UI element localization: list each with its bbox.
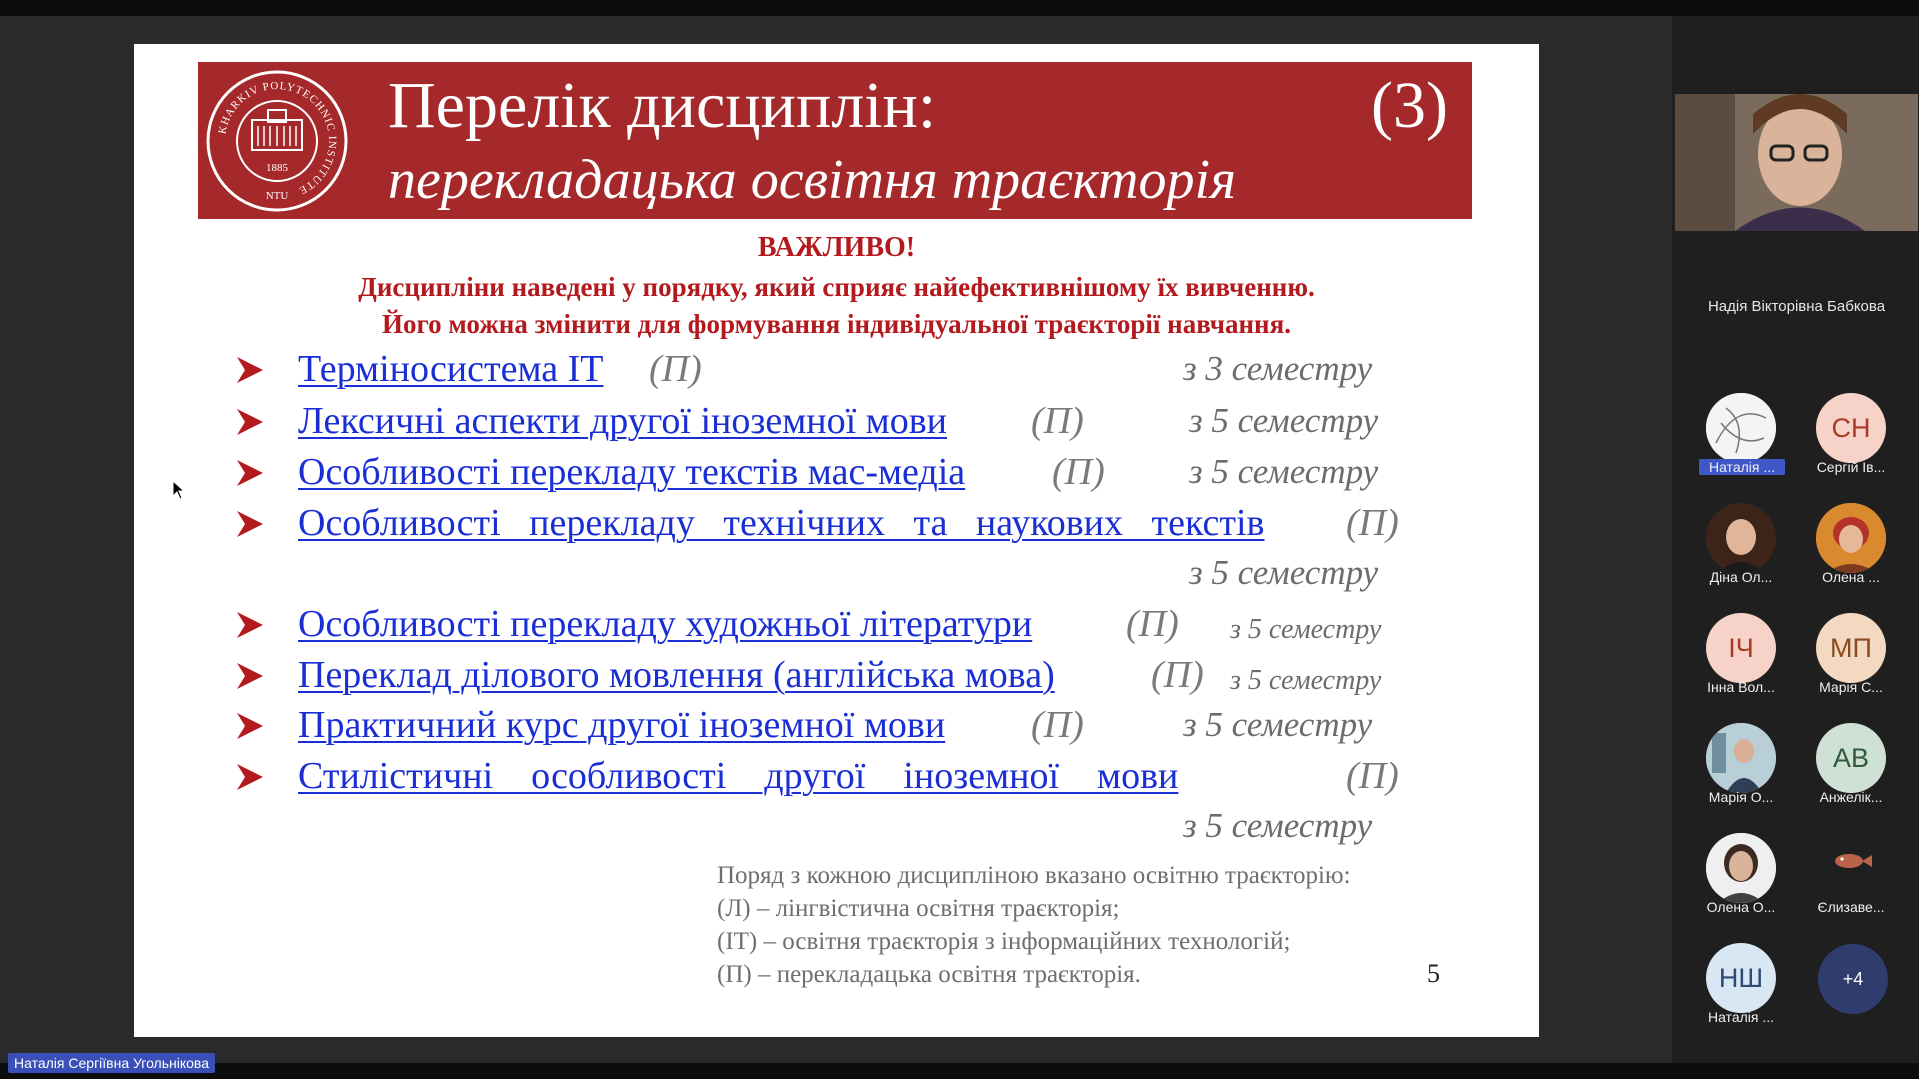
course-trajectory: (П) [1346, 755, 1399, 797]
course-item [134, 754, 1539, 854]
presentation-slide [134, 44, 1539, 1037]
course-link[interactable]: Особливості перекладу художньої літератури [298, 603, 1033, 645]
speaker-name: Надія Вікторівна Бабкова [1707, 298, 1886, 315]
arrow-bullet-icon [235, 661, 265, 691]
course-trajectory: (П) [1126, 603, 1179, 645]
photo-avatar-icon [1706, 723, 1776, 793]
presenter-name-label: Наталія Сергіївна Угольнікова [8, 1053, 215, 1073]
avatar: АВ [1816, 723, 1886, 793]
important-heading: ВАЖЛИВО! [757, 232, 916, 263]
course-semester: з 5 семестру [1230, 614, 1382, 645]
avatar: МП [1816, 613, 1886, 683]
course-link[interactable]: Переклад ділового мовлення (англійська мова) [298, 654, 1055, 696]
avatar: ІЧ [1706, 613, 1776, 683]
avatar [1706, 833, 1776, 903]
participant-name: Сергій Ів... [1816, 459, 1886, 475]
course-trajectory: (П) [649, 348, 702, 390]
course-link[interactable]: Стилістичні особливості другої іноземної мови [298, 755, 1179, 797]
legend-note: (Л) – лінгвістична освітня траєкторія; [717, 895, 1120, 922]
participant-name: Олена О... [1706, 899, 1776, 915]
participant-tile[interactable] [1801, 613, 1901, 703]
participant-tile[interactable] [1691, 833, 1791, 923]
arrow-bullet-icon [235, 458, 265, 488]
photo-avatar-icon [1706, 503, 1776, 573]
svg-text:1885: 1885 [266, 162, 288, 174]
slide-subtitle: перекладацька освітня траєкторія [388, 149, 1237, 211]
participant-name: Марія С... [1819, 679, 1883, 695]
avatar: СН [1816, 393, 1886, 463]
course-link[interactable]: Практичний курс другої іноземної мови [298, 704, 946, 746]
svg-text:KHARKIV POLYTECHNIC INSTITUTE: KHARKIV POLYTECHNIC INSTITUTE [216, 79, 339, 197]
participant-tile[interactable] [1691, 613, 1791, 703]
course-trajectory: (П) [1052, 451, 1105, 493]
speaker-video[interactable] [1675, 94, 1918, 231]
participant-tile[interactable] [1801, 503, 1901, 593]
photo-avatar-icon [1816, 503, 1886, 573]
arrow-bullet-icon [235, 610, 265, 640]
sketch-avatar-icon [1706, 393, 1776, 463]
speaker-video-frame [1675, 94, 1918, 231]
participant-name: Марія О... [1708, 789, 1774, 805]
legend-note: (П) – перекладацька освітня траєкторія. [717, 961, 1141, 988]
photo-avatar-icon [1706, 833, 1776, 903]
participant-tile[interactable] [1691, 943, 1791, 1033]
participant-tile[interactable] [1691, 503, 1791, 593]
course-semester: з 5 семестру [1230, 665, 1382, 696]
course-semester: з 5 семестру [1189, 553, 1379, 592]
slide-title: Перелік дисциплін: [388, 69, 937, 142]
participant-tile[interactable] [1691, 393, 1791, 483]
course-trajectory: (П) [1031, 400, 1084, 442]
course-link[interactable]: Лексичні аспекти другої іноземної мови [298, 400, 948, 442]
course-item [134, 501, 1539, 601]
course-item [134, 602, 1539, 652]
participant-name: Олена ... [1822, 569, 1880, 585]
legend-note: (ІТ) – освітня траєкторія з інформаційних технологій; [717, 928, 1291, 955]
svg-text:NTU: NTU [265, 190, 289, 202]
course-semester: з 5 семестру [1183, 806, 1373, 845]
course-item [134, 450, 1539, 500]
course-semester: з 3 семестру [1183, 349, 1373, 388]
title-banner [198, 62, 1472, 219]
fish-avatar-icon [1816, 833, 1886, 903]
participant-name: Діна Ол... [1709, 569, 1773, 585]
top-bar [0, 0, 1919, 16]
course-semester: з 5 семестру [1189, 452, 1379, 491]
course-link[interactable]: Особливості перекладу текстів мас-медіа [298, 451, 966, 493]
bottom-bar [0, 1063, 1919, 1079]
avatar: НШ [1706, 943, 1776, 1013]
important-note-line1: Дисципліни наведені у порядку, який сприяє найефективнішому їх вивченню. [358, 272, 1315, 302]
course-item [134, 703, 1539, 753]
arrow-bullet-icon [235, 509, 265, 539]
avatar [1706, 393, 1776, 463]
more-participants-button[interactable]: +4 [1818, 944, 1888, 1014]
course-trajectory: (П) [1151, 654, 1204, 696]
arrow-bullet-icon [235, 407, 265, 437]
legend-note: Поряд з кожною дисципліною вказано освітню траєкторію: [717, 862, 1351, 889]
arrow-bullet-icon [235, 711, 265, 741]
participant-tile[interactable] [1691, 723, 1791, 813]
course-item [134, 347, 1539, 397]
mouse-pointer-icon [172, 480, 186, 500]
course-item [134, 399, 1539, 449]
course-link[interactable]: Особливості перекладу технічних та наукових текстів [298, 502, 1265, 544]
participant-name: Єлизаве... [1817, 899, 1885, 915]
important-note-line2: Його можна змінити для формування індивідуальної траєкторії навчання. [382, 309, 1291, 339]
course-trajectory: (П) [1031, 704, 1084, 746]
participant-tile[interactable] [1801, 393, 1901, 483]
arrow-bullet-icon [235, 762, 265, 792]
slide-title-number: (3) [1371, 69, 1448, 142]
university-logo [206, 70, 348, 212]
avatar [1816, 833, 1886, 903]
course-item [134, 653, 1539, 703]
arrow-bullet-icon [235, 355, 265, 385]
course-semester: з 5 семестру [1183, 705, 1373, 744]
participant-name: Інна Вол... [1707, 679, 1775, 695]
participant-tile[interactable] [1801, 833, 1901, 923]
participant-name: Наталія ... [1707, 1009, 1775, 1025]
participant-name: Наталія ... [1699, 459, 1785, 475]
participant-name: Анжелік... [1819, 789, 1883, 805]
avatar [1706, 503, 1776, 573]
course-link[interactable]: Терміносистема ІТ [298, 348, 604, 390]
slide-page-number: 5 [1427, 959, 1440, 988]
avatar [1816, 503, 1886, 573]
course-semester: з 5 семестру [1189, 401, 1379, 440]
avatar [1706, 723, 1776, 793]
participant-tile[interactable] [1801, 723, 1901, 813]
course-trajectory: (П) [1346, 502, 1399, 544]
legend-notes [717, 859, 1351, 991]
